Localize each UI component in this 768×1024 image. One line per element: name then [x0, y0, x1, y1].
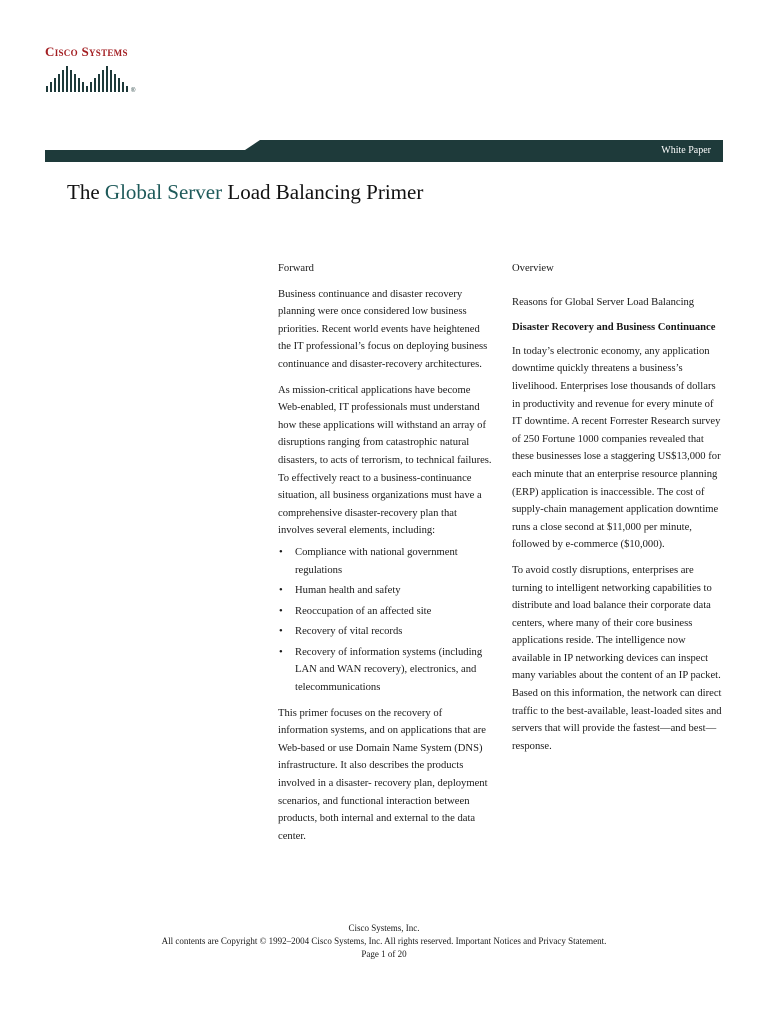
title-accent: Global Server: [104, 180, 223, 204]
logo-bar: [74, 74, 76, 92]
logo-bars-icon: [45, 62, 137, 94]
reasons-subheading: Reasons for Global Server Load Balancing: [512, 296, 695, 308]
title-suffix: Load Balancing Primer: [222, 180, 424, 204]
list-item-text: Recovery of vital records: [295, 626, 403, 638]
title-prefix: The: [67, 180, 105, 204]
logo-bar: [58, 74, 60, 92]
logo-bar: [90, 82, 92, 92]
list-item-text: Recovery of information systems (including LAN and WAN recovery), electronics, and telecommunications: [295, 646, 483, 694]
logo-bar: [114, 74, 116, 92]
logo-bar: [70, 70, 72, 92]
right-column: [512, 260, 724, 763]
logo-bar: [98, 74, 100, 92]
logo-bar: [50, 82, 52, 92]
forward-paragraph: Business continuance and disaster recovery planning were once considered low business priorities. Recent world events have heightened the IT professional’s focus on deploying business continuance and disaster-recovery architectures.: [278, 288, 488, 370]
forward-heading: Forward: [278, 263, 314, 274]
banner-shape: [45, 140, 723, 162]
bullet-icon: •: [279, 605, 283, 617]
cisco-logo: [45, 44, 145, 96]
logo-bar: [118, 78, 120, 92]
overview-paragraph: To avoid costly disruptions, enterprises are turning to intelligent networking capabilities to distribute and load balance their corporate data centers, where many of their core business applications reside. The intelligence now available in IP networking devices can inspect many variables about the content of an IP packet. Based on this information, the network can direct traffic to the best-available, least-loaded sites and servers that will provide the fastest—and best—response.: [512, 564, 722, 752]
page-footer: [0, 922, 768, 961]
logo-bar: [106, 66, 108, 92]
logo-bar: [54, 78, 56, 92]
disaster-recovery-heading: Disaster Recovery and Business Continuance: [512, 322, 716, 334]
bullet-icon: •: [279, 626, 283, 638]
logo-bar: [122, 82, 124, 92]
logo-bar: [62, 70, 64, 92]
elements-list: [278, 544, 492, 697]
registered-mark: ®: [131, 88, 136, 94]
footer-company: Cisco Systems, Inc.: [348, 923, 420, 933]
logo-bar: [126, 86, 128, 92]
bullet-icon: •: [279, 646, 283, 658]
logo-bar: [82, 82, 84, 92]
logo-bar: [78, 78, 80, 92]
list-item: [278, 544, 492, 579]
logo-bar: [94, 78, 96, 92]
page-title: [67, 180, 423, 205]
left-column: [278, 260, 492, 853]
list-item: [278, 644, 492, 697]
bullet-icon: •: [279, 585, 283, 597]
bullet-icon: •: [279, 546, 283, 558]
logo-bar: [86, 86, 88, 92]
footer-page-number: Page 1 of 20: [361, 949, 407, 959]
list-item-text: Reoccupation of an affected site: [295, 605, 432, 617]
banner-label: White Paper: [661, 145, 711, 156]
overview-paragraph: In today’s electronic economy, any application downtime quickly threatens a business’s livelihood. Enterprises lose thousands of dollars in productivity and revenue for every minute of IT downtime. A recent Forrester Research survey of 250 Fortune 1000 companies revealed that these businesses lose a staggering US$13,000 for each minute that an enterprise resource planning (ERP) application is inaccessible. The cost of supply-chain management application downtime runs a close second at $11,000 per minute, followed by e-commerce ($10,000).: [512, 345, 721, 551]
list-item: [278, 603, 492, 621]
logo-bar: [102, 70, 104, 92]
logo-wordmark: Cisco Systems: [45, 44, 128, 59]
list-item: [278, 582, 492, 600]
list-item: [278, 623, 492, 641]
list-item-text: Human health and safety: [295, 585, 401, 597]
logo-bar: [110, 70, 112, 92]
forward-paragraph: As mission-critical applications have become Web-enabled, IT professionals must understand how these applications will withstand an array of disruptions ranging from catastrophic natural disasters, to acts of terrorism, to technical failures. To effectively react to a business-continuance situation, all business organizations must have a comprehensive disaster-recovery plan that involves several elements, including:: [278, 384, 492, 537]
overview-heading: Overview: [512, 263, 554, 274]
logo-bar: [46, 86, 48, 92]
primer-scope-paragraph: This primer focuses on the recovery of information systems, and on applications that are Web-based or use Domain Name System (DNS) infrastructure. It also describes the products involved in a disaster- recovery plan, deployment scenarios, and functional interaction between products, both internal and external to the data center.: [278, 707, 488, 842]
logo-bar: [66, 66, 68, 92]
list-item-text: Compliance with national government regulations: [295, 546, 458, 576]
white-paper-banner: [45, 140, 723, 162]
footer-copyright: All contents are Copyright © 1992–2004 Cisco Systems, Inc. All rights reserved. Important Notices and Privacy Statement.: [161, 936, 607, 946]
